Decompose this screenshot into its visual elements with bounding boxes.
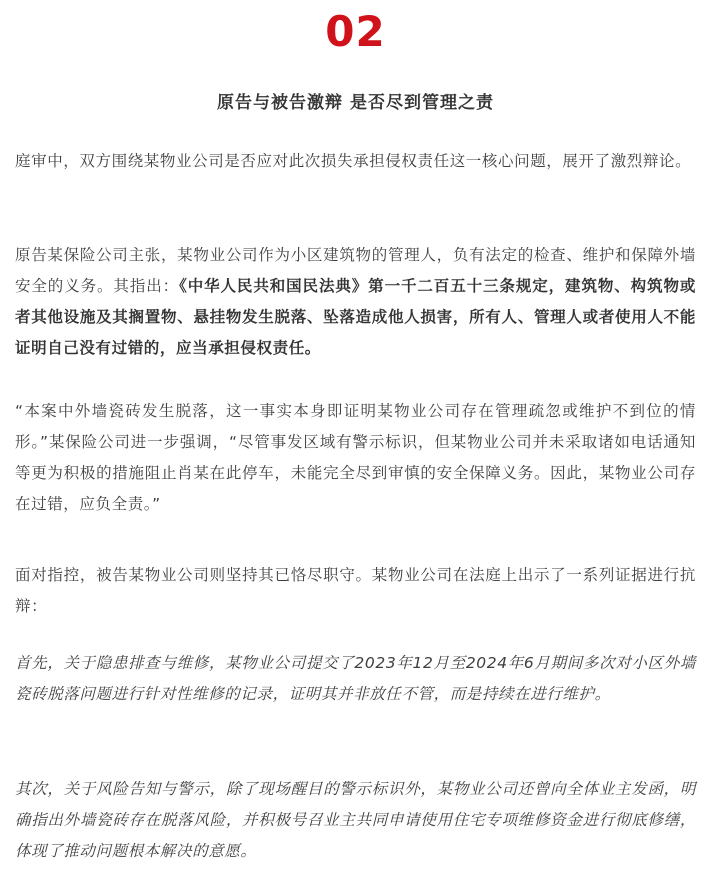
paragraph-plaintiff-claim (15, 240, 696, 364)
paragraph-trial-intro: 庭审中，双方围绕某物业公司是否应对此次损失承担侵权责任这一核心问题，展开了激烈辩论。 (15, 152, 692, 170)
paragraph-plaintiff-quote: “本案中外墙瓷砖发生脱落，这一事实本身即证明某物业公司存在管理疏忽或维护不到位的情形。”某保险公司进一步强调，“尽管事发区域有警示标识，但某物业公司并未采取诸如电话通知等更为积极的措施阻止肖某在此停车，未能完全尽到审慎的安全保障义务。因此，某物业公司存在过错，应负全责。” (15, 402, 696, 513)
paragraph-defense-second: 其次，关于风险告知与警示，除了现场醒目的警示标识外，某物业公司还曾向全体业主发函，明确指出外墙瓷砖存在脱落风险，并积极号召业主共同申请使用住宅专项维修资金进行彻底修缮，体现了推动问题根本解决的意愿。 (15, 780, 696, 860)
paragraph-defendant-response: 面对指控，被告某物业公司则坚持其已恪尽职守。某物业公司在法庭上出示了一系列证据进行抗辩： (15, 566, 696, 615)
paragraph-defense-first: 首先，关于隐患排查与维修，某物业公司提交了2023年12月至2024年6月期间多次对小区外墙瓷砖脱落问题进行针对性维修的记录，证明其并非放任不管，而是持续在进行维护。 (15, 654, 696, 703)
civil-code-quote: 《中华人民共和国民法典》第一千二百五十三条规定，建筑物、构筑物或者其他设施及其搁置物、悬挂物发生脱落、坠落造成他人损害，所有人、管理人或者使用人不能证明自己没有过错的，应当承担侵权责任。 (15, 277, 696, 357)
plaintiff-claim-intro: 原告某保险公司主张，某物业公司作为小区建筑物的管理人，负有法定的检查、维护和保障外墙安全的义务。其指出： (15, 246, 696, 295)
section-number: 02 (325, 7, 386, 56)
section-heading: 原告与被告激辩 是否尽到管理之责 (217, 93, 494, 113)
